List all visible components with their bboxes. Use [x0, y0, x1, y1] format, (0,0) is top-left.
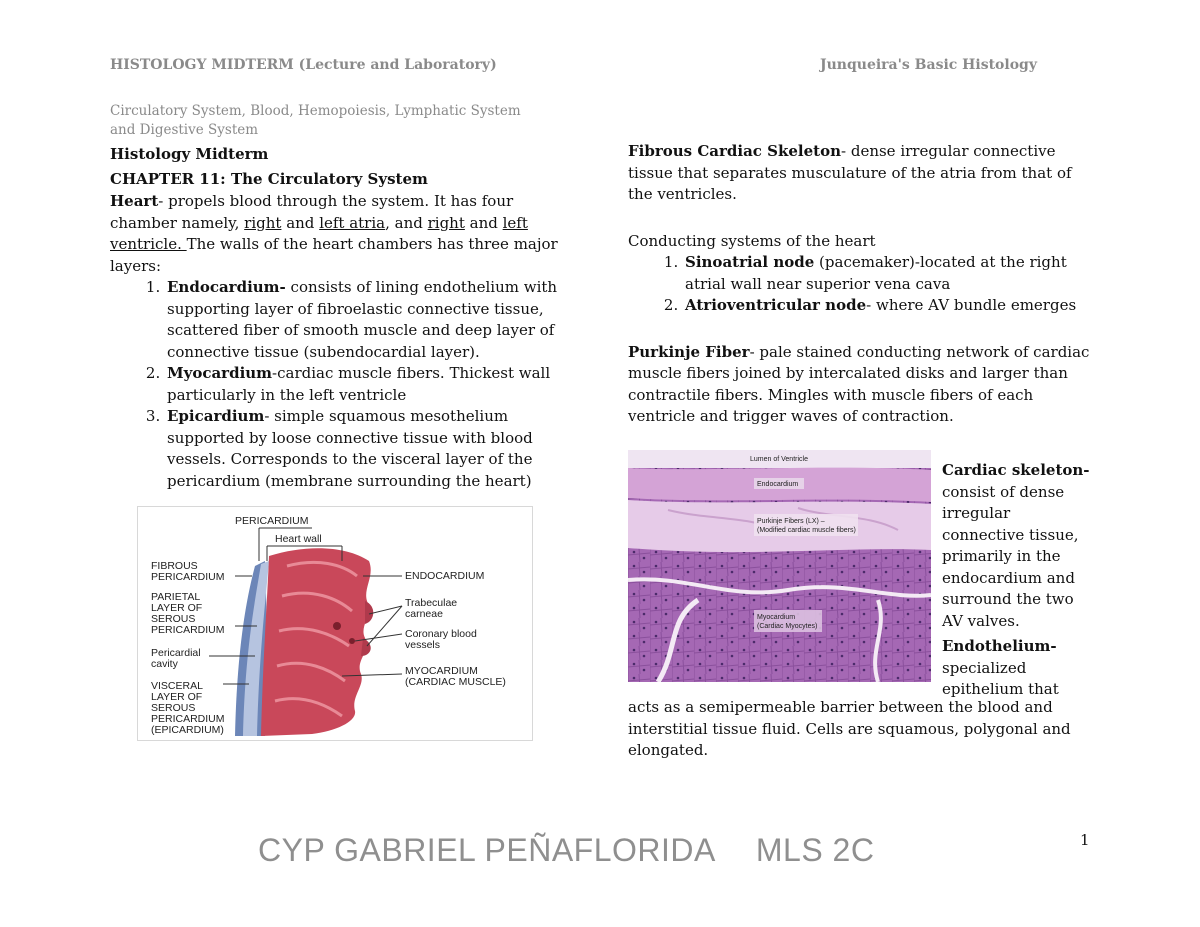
list-item: [683, 295, 1090, 317]
purkinje-paragraph: [628, 342, 1090, 428]
list-item: [165, 277, 570, 363]
label-cavity-2: cavity: [151, 658, 178, 670]
layer-term: Endocardium-: [167, 278, 286, 296]
label-myocardium-2: (CARDIAC MUSCLE): [405, 676, 506, 688]
heart-left-atria: left atria: [319, 213, 386, 232]
label-fibrous-1: FIBROUS: [151, 560, 198, 572]
layer-term: Myocardium: [167, 364, 273, 382]
list-item: [165, 363, 570, 406]
micrograph-label-purkinje-2: (Modified cardiac muscle fibers): [757, 527, 856, 534]
label-visceral-5: (EPICARDIUM): [151, 724, 224, 736]
skeleton-term: Fibrous Cardiac Skeleton: [628, 142, 841, 160]
heart-def-a: - propels blood through the system. It has four chamber namely,: [110, 192, 514, 232]
heart-and1: and: [281, 213, 320, 232]
label-parietal-4: PERICARDIUM: [151, 624, 225, 636]
footer-name: CYP GABRIEL PEÑAFLORIDA: [258, 832, 716, 868]
micrograph-figure: [628, 450, 931, 682]
cardiac-skeleton-term: Cardiac skeleton-: [942, 461, 1090, 479]
label-parietal-1: PARIETAL: [151, 591, 201, 603]
coronary-vessel: [333, 622, 341, 630]
endothelium-text-b: acts as a semipermeable barrier between the blood and interstitial tissue fluid. Cells are squamous, polygonal and elongated.: [628, 698, 1071, 759]
document-subheader: [110, 102, 550, 140]
heart-paragraph: [110, 191, 570, 277]
heart-wall-figure: [137, 506, 533, 741]
conducting-title: Conducting systems of the heart: [628, 231, 876, 250]
purkinje-text: - pale stained conducting network of cardiac muscle fibers joined by intercalated disks and larger than contractile fibers. Mingles with muscle fibers of each ventricle and trigger waves of contraction.: [628, 342, 1090, 425]
micrograph-label-endocardium: Endocardium: [757, 481, 799, 488]
label-visceral-1: VISCERAL: [151, 680, 203, 692]
skeleton-paragraph: [628, 141, 1090, 206]
list-item: [683, 252, 1090, 295]
label-pericardium: PERICARDIUM: [235, 515, 309, 527]
layer-term: Epicardium: [167, 407, 265, 425]
layer-text: consists of lining endothelium with supporting layer of fibroelastic connective tissue, scattered fiber of smooth muscle and deep layer of connective tissue (subendocardial layer).: [167, 278, 558, 361]
label-visceral-3: SEROUS: [151, 702, 196, 714]
heart-def-b: The walls of the heart chambers has three major layers:: [110, 235, 558, 275]
label-parietal-2: LAYER OF: [151, 602, 203, 614]
endothelium-continuation: [628, 697, 1090, 762]
skeleton-text: - dense irregular connective tissue that separates musculature of the atria from that of the ventricles.: [628, 142, 1072, 203]
coronary-vessel: [349, 638, 355, 644]
layer-text: -cardiac muscle fibers. Thickest wall particularly in the left ventricle: [167, 364, 551, 404]
cardiac-skeleton-paragraph: [942, 460, 1092, 632]
layer-text: - simple squamous mesothelium supported by loose connective tissue with blood vessels. Corresponds to the visceral layer of the pericardium (membrane surrounding the heart): [167, 407, 533, 490]
label-visceral-2: LAYER OF: [151, 691, 203, 703]
heart-right-atrium: right: [244, 213, 282, 232]
endothelium-term: Endothelium-: [942, 637, 1057, 655]
label-coronary-1: Coronary blood: [405, 628, 477, 640]
cardiac-skeleton-block: [942, 460, 1092, 701]
subheader-line1: Circulatory System, Blood, Hemopoiesis, Lymphatic System: [110, 103, 521, 119]
heart-left-ventricle: left ventricle.: [110, 213, 528, 253]
footer-section: MLS 2C: [755, 832, 875, 868]
label-myocardium-1: MYOCARDIUM: [405, 665, 478, 677]
label-endocardium: ENDOCARDIUM: [405, 570, 485, 582]
endothelium-paragraph: [942, 636, 1092, 701]
list-item: [165, 406, 570, 492]
footer-author: [258, 832, 874, 869]
label-cavity-1: Pericardial: [151, 647, 201, 659]
right-column: [628, 141, 1090, 428]
cardiac-skeleton-text: consist of dense irregular connective tissue, primarily in the endocardium and surround the two AV valves.: [942, 482, 1079, 630]
label-heart-wall: Heart wall: [275, 533, 322, 545]
heart-comma-and: , and: [385, 213, 428, 232]
micrograph-label-lumen: Lumen of Ventricle: [750, 456, 808, 463]
heart-layers-list: [110, 277, 570, 492]
micrograph-label-purkinje-1: Purkinje Fibers (LX) –: [757, 518, 825, 525]
label-coronary-2: vessels: [405, 639, 441, 651]
page-number: 1: [1080, 831, 1090, 849]
conducting-text: - where AV bundle emerges: [866, 296, 1077, 314]
label-trabeculae-1: Trabeculae: [405, 597, 458, 609]
section-title: Histology Midterm: [110, 145, 269, 163]
label-parietal-3: SEROUS: [151, 613, 196, 625]
heart-right-ventricle: right: [427, 213, 465, 232]
document-header-source: Junqueira's Basic Histology: [820, 57, 1037, 73]
label-visceral-4: PERICARDIUM: [151, 713, 225, 725]
endothelium-text-a: specialized epithelium that: [942, 658, 1059, 698]
heart-and2: and: [464, 213, 503, 232]
micrograph-label-myocardium-2: (Cardiac Myocytes): [757, 623, 818, 630]
conducting-term: Sinoatrial node: [685, 253, 815, 271]
purkinje-term: Purkinje Fiber: [628, 342, 750, 361]
label-trabeculae-2: carneae: [405, 608, 443, 620]
heart-term: Heart: [110, 192, 159, 210]
subheader-line2: and Digestive System: [110, 122, 259, 138]
chapter-heading: CHAPTER 11: The Circulatory System: [110, 170, 428, 188]
conducting-term: Atrioventricular node: [685, 296, 867, 314]
document-header-title: HISTOLOGY MIDTERM (Lecture and Laboratory): [110, 57, 497, 73]
conducting-text: (pacemaker)-located at the right atrial wall near superior vena cava: [685, 253, 1067, 293]
conducting-list: [628, 252, 1090, 317]
left-column: [110, 143, 570, 492]
label-fibrous-2: PERICARDIUM: [151, 571, 225, 583]
micrograph-label-myocardium-1: Myocardium: [757, 614, 796, 621]
